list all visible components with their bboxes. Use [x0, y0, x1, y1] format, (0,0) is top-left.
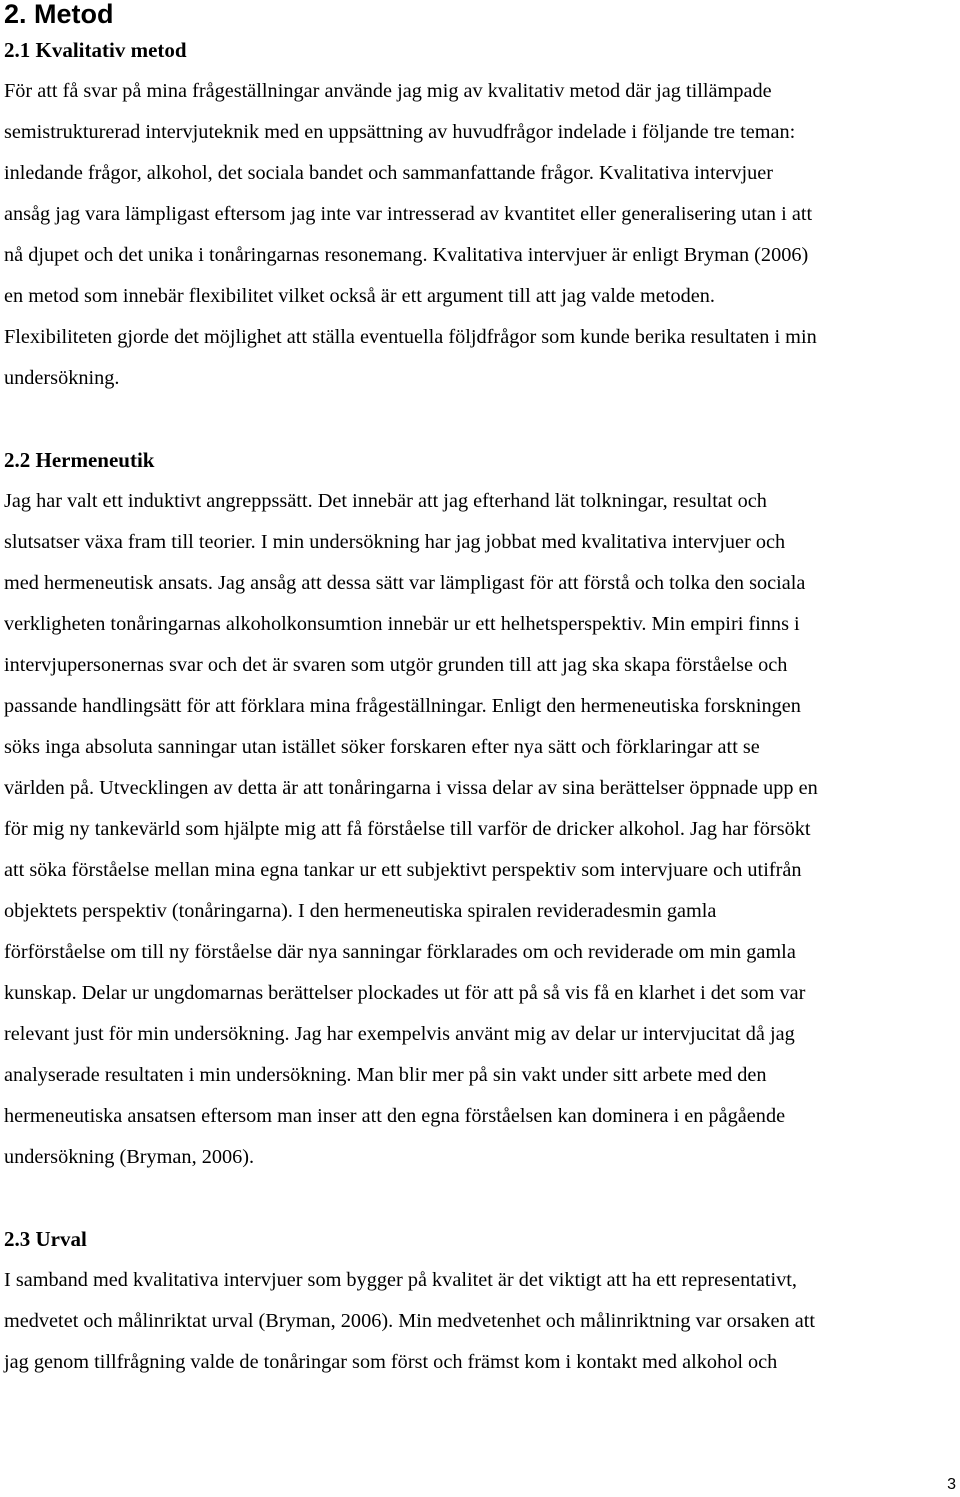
body-text-line: I samband med kvalitativa intervjuer som bygger på kvalitet är det viktigt att ha ett representativt, — [4, 1269, 797, 1291]
body-text-line: passande handlingsätt för att förklara mina frågeställningar. Enligt den hermeneutiska forskningen — [4, 695, 801, 717]
section-hermeneutik — [4, 440, 956, 1178]
body-text-line: Jag har valt ett induktivt angreppssätt. Det innebär att jag efterhand lät tolkningar, resultat och — [4, 490, 767, 512]
body-text-line: söks inga absoluta sanningar utan istället söker forskaren efter nya sätt och förklaringar att se — [4, 736, 760, 758]
body-text-line: undersökning (Bryman, 2006). — [4, 1146, 255, 1168]
body-text-line: medvetet och målinriktat urval (Bryman, 2006). Min medvetenhet och målinriktning var orsaken att — [4, 1310, 816, 1332]
section-kvalitativ-metod — [4, 30, 956, 399]
body-text-line: intervjupersonernas svar och det är svaren som utgör grunden till att jag ska skapa förståelse och — [4, 654, 788, 676]
body-text-line: hermeneutiska ansatsen eftersom man inser att den egna förståelsen kan dominera i en pågående — [4, 1105, 786, 1127]
body-text-line: jag genom tillfrågning valde de tonåringar som först och främst kom i kontakt med alkohol och — [4, 1351, 778, 1373]
section-heading: 2.3 Urval — [4, 1227, 87, 1251]
section-body — [4, 1260, 956, 1383]
body-text-line: kunskap. Delar ur ungdomarnas berättelser plockades ut för att på så vis få en klarhet i det som var — [4, 982, 806, 1004]
section-body — [4, 481, 956, 1178]
body-text-line: ansåg jag vara lämpligast eftersom jag inte var intresserad av kvantitet eller generalisering utan i att — [4, 203, 813, 225]
section-urval — [4, 1219, 956, 1383]
body-text-line: slutsatser växa fram till teorier. I min undersökning har jag jobbat med kvalitativa intervjuer och — [4, 531, 786, 553]
section-heading: 2.2 Hermeneutik — [4, 448, 155, 472]
body-text-line: med hermeneutisk ansats. Jag ansåg att dessa sätt var lämpligast för att förstå och tolka den sociala — [4, 572, 806, 594]
section-body — [4, 71, 956, 399]
body-text-line: semistrukturerad intervjuteknik med en uppsättning av huvudfrågor indelade i följande tre teman: — [4, 121, 796, 143]
body-text-line: verkligheten tonåringarnas alkoholkonsumtion innebär ur ett helhetsperspektiv. Min empiri finns i — [4, 613, 800, 635]
body-text-line: förförståelse om till ny förståelse där nya sanningar förklarades om och reviderade om min gamla — [4, 941, 796, 963]
section-spacer — [4, 399, 956, 440]
body-text-line: analyserade resultaten i min undersökning. Man blir mer på sin vakt under sitt arbete med den — [4, 1064, 767, 1086]
body-text-line: inledande frågor, alkohol, det sociala bandet och sammanfattande frågor. Kvalitativa intervjuer — [4, 162, 774, 184]
body-text-line: Flexibiliteten gjorde det möjlighet att ställa eventuella följdfrågor som kunde berika resultaten i min — [4, 326, 817, 348]
body-text-line: relevant just för min undersökning. Jag har exempelvis använt mig av delar ur intervjucitat då jag — [4, 1023, 795, 1045]
section-heading: 2.1 Kvalitativ metod — [4, 38, 187, 62]
page-number: 3 — [947, 1476, 956, 1493]
document-page — [4, 0, 956, 1383]
section-spacer — [4, 1178, 956, 1219]
chapter-title: 2. Metod — [4, 0, 114, 29]
body-text-line: För att få svar på mina frågeställningar använde jag mig av kvalitativ metod där jag tillämpade — [4, 80, 772, 102]
body-text-line: för mig ny tankevärld som hjälpte mig att få förståelse till varför de dricker alkohol. Jag har försökt — [4, 818, 811, 840]
body-text-line: undersökning. — [4, 367, 120, 389]
body-text-line: att söka förståelse mellan mina egna tankar ur ett subjektivt perspektiv som intervjuare och utifrån — [4, 859, 802, 881]
body-text-line: objektets perspektiv (tonåringarna). I den hermeneutiska spiralen revideradesmin gamla — [4, 900, 717, 922]
body-text-line: världen på. Utvecklingen av detta är att tonåringarna i vissa delar av sina berättelser öppnade upp en — [4, 777, 818, 799]
body-text-line: en metod som innebär flexibilitet vilket också är ett argument till att jag valde metoden. — [4, 285, 715, 307]
body-text-line: nå djupet och det unika i tonåringarnas resonemang. Kvalitativa intervjuer är enligt Bryman (2006) — [4, 244, 809, 266]
